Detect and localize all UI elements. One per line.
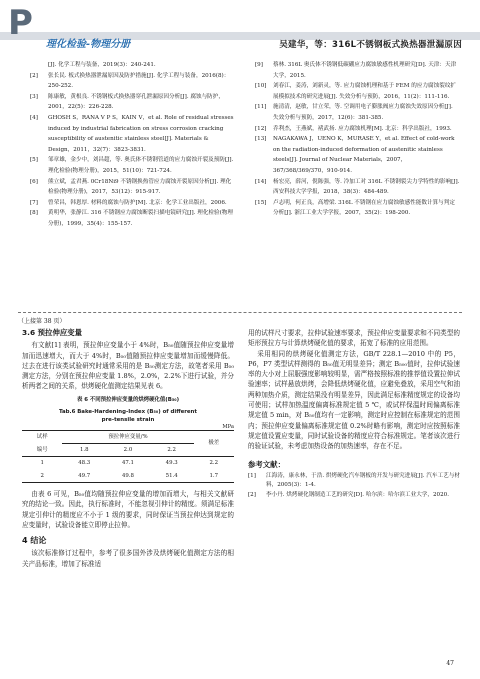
table-header-sample: 试样 <box>36 434 48 441</box>
reference-text: 黄明华，张静江. 316 不锈钢应力腐蚀断裂扫描电镜研究[J]. 理化检验(物理分册)，1999，35(4)：155-157. <box>48 210 233 227</box>
article-running-title: 吴建华，等：316L不锈钢板式换热器泄漏原因 <box>279 40 462 50</box>
reference-number: [2] <box>30 72 38 79</box>
reference-item <box>30 177 235 198</box>
reference-number: [2] <box>248 491 256 498</box>
bake-hardening-table <box>22 430 234 483</box>
reference-text: 张长民. 板式换热器泄漏原因及防护措施[J]. 化学工程与装备，2016(8)：250-252. <box>48 72 230 90</box>
reference-text: 熊立斌，孟君燕. 0Cr18Ni9 不锈钢换热管应力腐蚀开裂原因分析[J]. 理化检验(物理分册)，2017，53(12)：915-917. <box>48 178 232 196</box>
table-cell: 51.4 <box>165 472 178 479</box>
paragraph: 该次标准修订过程中，参考了很多国外涉及烘烤硬化值测定方法的相关产品标准，增加了标准适 <box>22 549 234 568</box>
reference-item <box>255 60 460 81</box>
table-cell: 1 <box>40 460 44 467</box>
page-number: 47 <box>446 660 454 667</box>
body-left-column <box>22 328 234 569</box>
reference-item <box>255 134 460 176</box>
table-cell: 48.3 <box>78 460 91 467</box>
reference-number: [12] <box>255 125 267 132</box>
running-header <box>0 0 480 56</box>
reference-number: [5] <box>30 157 38 164</box>
table-row <box>22 457 234 470</box>
reference-item <box>30 92 235 113</box>
table-header-strain-3: 2.2 <box>167 447 176 454</box>
table-unit: MPa <box>222 423 234 430</box>
reference-item <box>248 472 460 491</box>
reference-text: 陈康敏，黄根良. 不锈钢板式换热器穿孔泄漏原因分析[J]. 腐蚀与防护，2001，22(5)：226-228. <box>48 93 224 111</box>
reference-item <box>30 60 235 71</box>
reference-item <box>30 198 235 209</box>
table-cell: 49.7 <box>78 472 91 479</box>
table-cell: 2 <box>40 472 44 479</box>
reference-number: [7] <box>30 199 38 206</box>
paragraph: 采用相同的烘烤硬化值测定方法，GB/T 228.1—2010 中的 P5，P6，P7 类型试样测得的 B₅₀值无明显差异；测定 B₅₀₀值时，拉伸试验速率的大小对上屈服强度影响较明显，需严格按照标准的推荐值设置拉伸试验速率；试样悬放烘烤，会降低烘烤硬化值，应避免叠放，采用空气和油两种加热介质，测定结果没有明显差异，因此满足标准精度规定的设备均可使用；试样加热温度偏离标准规定值 5 ℃，或试样保温时间偏离标准规定值 5 min，对 B₅₀值均有一定影响，测定时应控制在标准规定的范围内；预拉伸应变量偏离标准规定值 0.2%时略有影响，测定时应按照标准规定值设置应变量，同时试验设备的精度应符合标准规定。笔者该次进行的验证试验，未考虑加热设备的加热速率，存在不足。 <box>248 349 460 451</box>
section-3-6-heading: 3.6 预拉伸应变量 <box>22 328 83 337</box>
body-right-column <box>248 328 460 500</box>
reference-item <box>248 491 460 500</box>
reference-number: [4] <box>30 114 38 121</box>
reference-text: NAGAKAWA J，UENO K，MURASE Y，et al. Effect of cold-work on the radiation-induced deformation of austenitic stainless steels[J]. Journal of Nuclear Materials，2007，367/368/369/370，910-914. <box>273 136 455 174</box>
reference-text: 施清清，赵敏，甘立荣，等. 空调用电子膨胀阀应力腐蚀失效原因分析[J]. 失效分析与预防，2017，12(6)：381-385. <box>273 104 453 121</box>
table-header-strain: 预拉伸应变量/% <box>62 430 193 443</box>
references-list <box>248 472 460 500</box>
table-cell: 49.8 <box>121 472 134 479</box>
references-heading: 参考文献： <box>248 459 285 469</box>
reference-item <box>30 71 235 92</box>
reference-number: [8] <box>30 210 38 217</box>
table-cell: 2.2 <box>209 460 219 467</box>
reference-text: 邹章雄，金少中，刘昌超，等. 奥氏体不锈钢管道的应力腐蚀开裂及预防[J]. 理化检验(物理分册)，2015，51(10)：721-724. <box>48 157 234 174</box>
references-right-column <box>255 60 460 219</box>
reference-number: [3] <box>30 93 38 100</box>
table-header-strain-2: 2.0 <box>123 447 133 454</box>
reference-text: [J]. 化学工程与装备，2019(3)：240-241. <box>48 62 156 68</box>
reference-item <box>30 208 235 229</box>
reference-number: [15] <box>255 199 267 206</box>
reference-item <box>30 113 235 155</box>
section-divider <box>18 312 462 313</box>
table-row <box>22 470 234 483</box>
reference-number: [14] <box>255 178 267 185</box>
reference-text: 曾荣昌，韩恩厚. 材料的腐蚀与防护[M]. 北京：化学工业出版社，2006. <box>48 199 227 206</box>
reference-text: 乔利杰，王燕斌，褚武扬. 应力腐蚀机理[M]. 北京：科学出版社，1993. <box>273 125 452 132</box>
reference-number <box>30 60 48 71</box>
table-header-strain-1: 1.8 <box>79 447 89 454</box>
paragraph: 由表 6 可见，B₅₀值均随预拉伸应变量的增加而增大，与相关文献研究的结论一致。因此，执行标准时，不能忽视引伸计的精度。须满足标准规定引伸计的精度应不小于 1 级的要求，同时保证当预拉伸达到规定的应变量时，试验设备能立即停止拉伸。 <box>22 489 234 529</box>
reference-item <box>30 155 235 176</box>
reference-item <box>255 81 460 102</box>
reference-item <box>255 124 460 135</box>
reference-text: 刘春江，姜涛，刘新灵，等. 应力腐蚀机理和基于 FEM 的应力腐蚀裂纹扩展模拟技术的研究进展[J]. 失效分析与预防，2016，11(2)：111-116. <box>273 83 457 100</box>
journal-name: 理化检验-物理分册 <box>46 39 131 50</box>
reference-text: 卢志明，何正良，高增梁. 316L 不锈钢在应力腐蚀敏感性能数计算与判定分析[J]. 浙江工业大学学报，2007，35(2)：198-200. <box>273 199 455 217</box>
reference-number: [10] <box>255 83 267 90</box>
table-caption-cn: 表 6 不同预拉伸应变量的烘烤硬化值(B₅₀) <box>76 396 180 403</box>
table-header-spread: 极差 <box>208 440 220 447</box>
references-left-column <box>30 60 235 230</box>
reference-text: 杨宏亮，薛河，倪陈强，等. 冷加工对 316L 不锈钢裂尖力学特性的影响[J]. 西安科技大学学报，2018，38(3)：484-489. <box>273 178 460 196</box>
reference-text: 李小丹. 烘烤硬化钢制造工艺的研究[D]. 哈尔滨：哈尔滨工业大学，2020. <box>266 491 450 498</box>
reference-item <box>255 198 460 219</box>
paragraph: 有文献[1] 表明，预拉伸应变量小于 4%时，B₅₀值随预拉伸应变量增加而迅速增大，而大于 4%时，B₅₀值随预拉伸应变量增加而缓慢降低。过去在进行该类试验研究时通常采用的是 B₅₀测定方法，故笔者采用 B₅₀测定方法，分别在预拉伸应变量 1.8%，2.0%，2.2%下进行试验，并分析两者之间的关系，烘烤硬化值测定结果见表 6。 <box>22 341 234 391</box>
reference-text: 江海涛，康永林，于浩. 烘烤硬化汽车钢板的开发与研究进展[J]. 汽车工艺与材料，2005(3)：1-4. <box>266 472 460 489</box>
reference-number: [6] <box>30 178 38 185</box>
table-caption-en-2: pre-tensile strain <box>101 416 155 423</box>
table-caption-en: Tab.6 Bake-Hardening-Index (B₅₀) of different <box>59 408 197 415</box>
section-4-heading: 4 结论 <box>22 536 47 546</box>
continued-note: （上接第 38 页） <box>18 318 66 325</box>
reference-item <box>255 102 460 123</box>
table-cell: 1.7 <box>209 472 219 479</box>
reference-text: GHOSH S，RANA V P S，KAIN V，et al. Role of residual stresses induced by industrial fabrication on stress corrosion cracking susceptibility of austenitic stainless steel[J]. Materials & Design，2011，32(7)：3823-3831. <box>48 114 234 153</box>
reference-number: [1] <box>248 472 256 479</box>
table-header-sample-2: 编号 <box>36 446 48 453</box>
paragraph: 用的试样尺寸要求，拉伸试验速率要求，预拉伸应变量要求和不同类型的矩形预拉方与计算烘烤硬化值的要求，拓宽了标准的应用范围。 <box>248 329 460 348</box>
reference-number: [13] <box>255 136 267 143</box>
reference-item <box>255 177 460 198</box>
reference-number: [11] <box>255 104 267 111</box>
reference-number: [9] <box>255 62 263 68</box>
reference-text: 蔡林. 316L 奥氏体不锈钢低碳硼应力腐蚀敏感性机理研究[D]. 天津：天津大学，2015. <box>273 62 457 79</box>
journal-logo: P <box>8 3 33 43</box>
table-cell: 47.1 <box>121 460 134 467</box>
table-cell: 49.3 <box>165 460 178 467</box>
